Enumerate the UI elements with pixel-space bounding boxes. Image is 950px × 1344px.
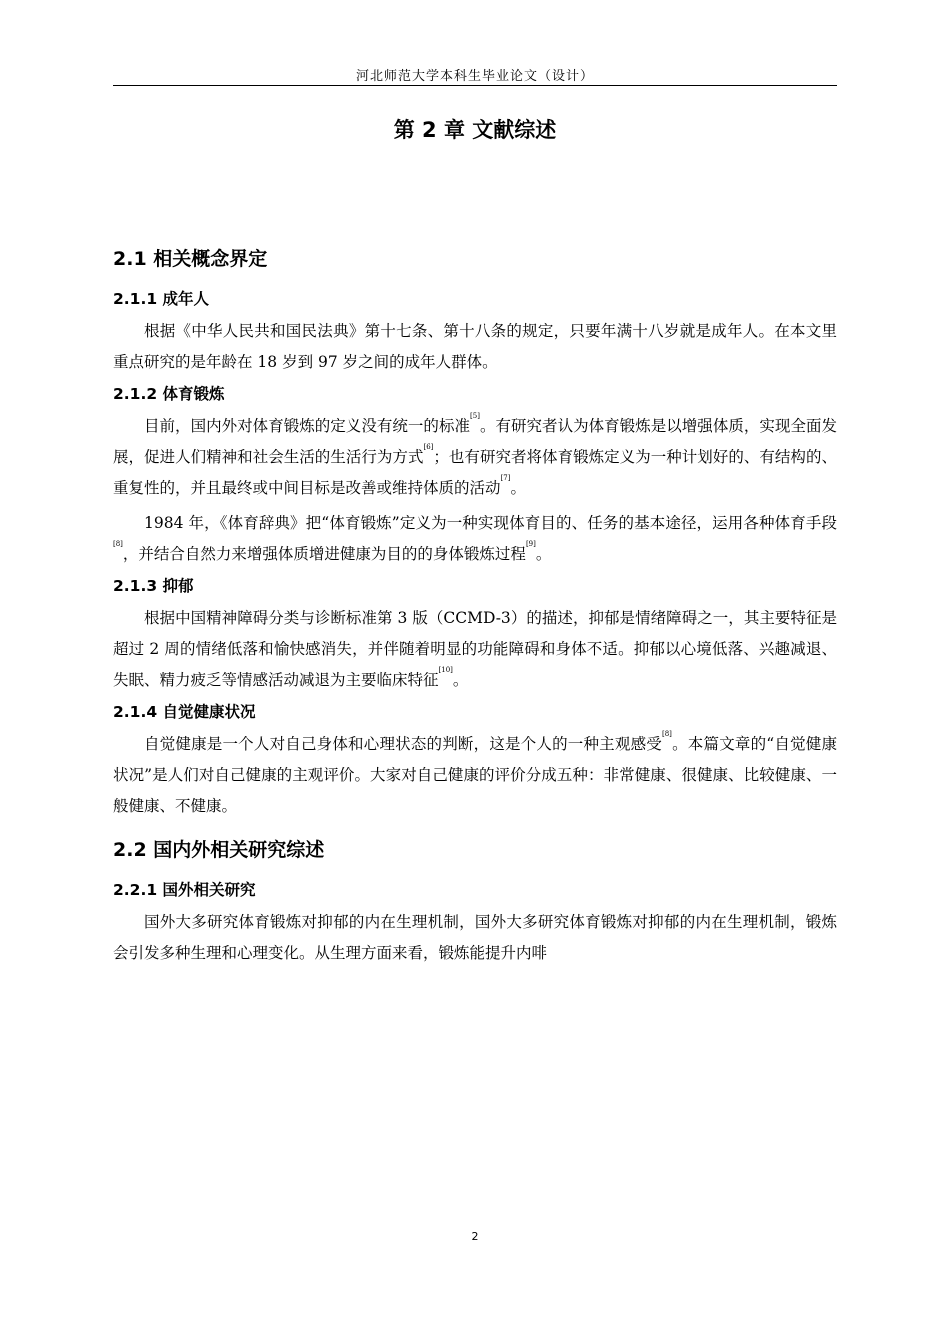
paragraph [113, 508, 837, 570]
paragraph-group [113, 907, 837, 969]
text-run: 目前，国内外对体育锻炼的定义没有统一的标准 [144, 417, 471, 435]
paragraph [113, 729, 837, 822]
paragraph [113, 316, 837, 378]
text-run: 根据中国精神障碍分类与诊断标准第 3 版（CCMD-3）的描述，抑郁是情绪障碍之一，其主要特征是超过 2 周的情绪低落和愉快感消失，并伴随着明显的功能障碍和身体不适。抑郁以心境低落、兴趣减退、失眠、精力疲乏等情感活动减退为主要临床特征 [113, 609, 837, 689]
subsection-title: 2.1.4 自觉健康状况 [113, 703, 256, 721]
citation-mark: [8] [113, 540, 123, 548]
text-run: 。 [510, 479, 526, 497]
citation-mark: [5] [470, 412, 480, 420]
subsection-title: 2.1.3 抑郁 [113, 577, 194, 595]
text-run: 。本篇文章的“自觉健康状况”是人们对自己健康的主观评价。大家对自己健康的评价分成五种：非常健康、很健康、比较健康、一般健康、不健康。 [113, 735, 837, 815]
citation-mark: [10] [438, 666, 453, 674]
paragraph-group [113, 316, 837, 378]
section-2-2 [113, 836, 837, 969]
paragraph [113, 907, 837, 969]
paragraph-group [113, 411, 837, 570]
running-header-text: 河北师范大学本科生毕业论文（设计） [355, 69, 594, 84]
page-content [113, 112, 837, 969]
page-number: 2 [471, 1230, 479, 1243]
text-run: 1984 年，《体育辞典》把“体育锻炼”定义为一种实现体育目的、任务的基本途径，运用各种体育手段 [144, 514, 837, 532]
citation-mark: [6] [423, 443, 434, 451]
section-2-1 [113, 245, 837, 822]
running-header [113, 62, 837, 86]
text-run: 。 [452, 671, 469, 689]
citation-mark: [8] [661, 730, 672, 738]
subsection-title: 2.1.1 成年人 [113, 290, 210, 308]
citation-mark: [7] [500, 474, 511, 482]
section-title: 2.1 相关概念界定 [113, 248, 268, 270]
paragraph-group [113, 603, 837, 696]
chapter-title: 第 2 章 文献综述 [393, 118, 557, 142]
text-run: 。有研究者认为体育锻炼是以增强体质，实现全面发展，促进人们精神和社会生活的生活行为方式 [113, 417, 837, 466]
paragraph [113, 411, 837, 504]
subsection-title: 2.2.1 国外相关研究 [113, 881, 256, 899]
text-run: ；也有研究者将体育锻炼定义为一种计划好的、有结构的、重复性的，并且最终或中间目标是改善或维持体质的活动 [113, 448, 837, 497]
section-title: 2.2 国内外相关研究综述 [113, 839, 325, 861]
text-run: 根据《中华人民共和国民法典》第十七条、第十八条的规定，只要年满十八岁就是成年人。在本文里重点研究的是年龄在 18 岁到 97 岁之间的成年人群体。 [113, 322, 837, 371]
text-run: 国外大多研究体育锻炼对抑郁的内在生理机制，国外大多研究体育锻炼对抑郁的内在生理机制，锻炼会引发多种生理和心理变化。从生理方面来看，锻炼能提升内啡 [113, 913, 837, 962]
paragraph [113, 603, 837, 696]
citation-mark: [9] [525, 540, 536, 548]
text-run: ，并结合自然力来增强体质增进健康为目的的身体锻炼过程 [122, 545, 526, 563]
subsection-title: 2.1.2 体育锻炼 [113, 385, 225, 403]
text-run: 。 [535, 545, 552, 563]
paragraph-group [113, 729, 837, 822]
text-run: 自觉健康是一个人对自己身体和心理状态的判断，这是个人的一种主观感受 [144, 735, 662, 753]
